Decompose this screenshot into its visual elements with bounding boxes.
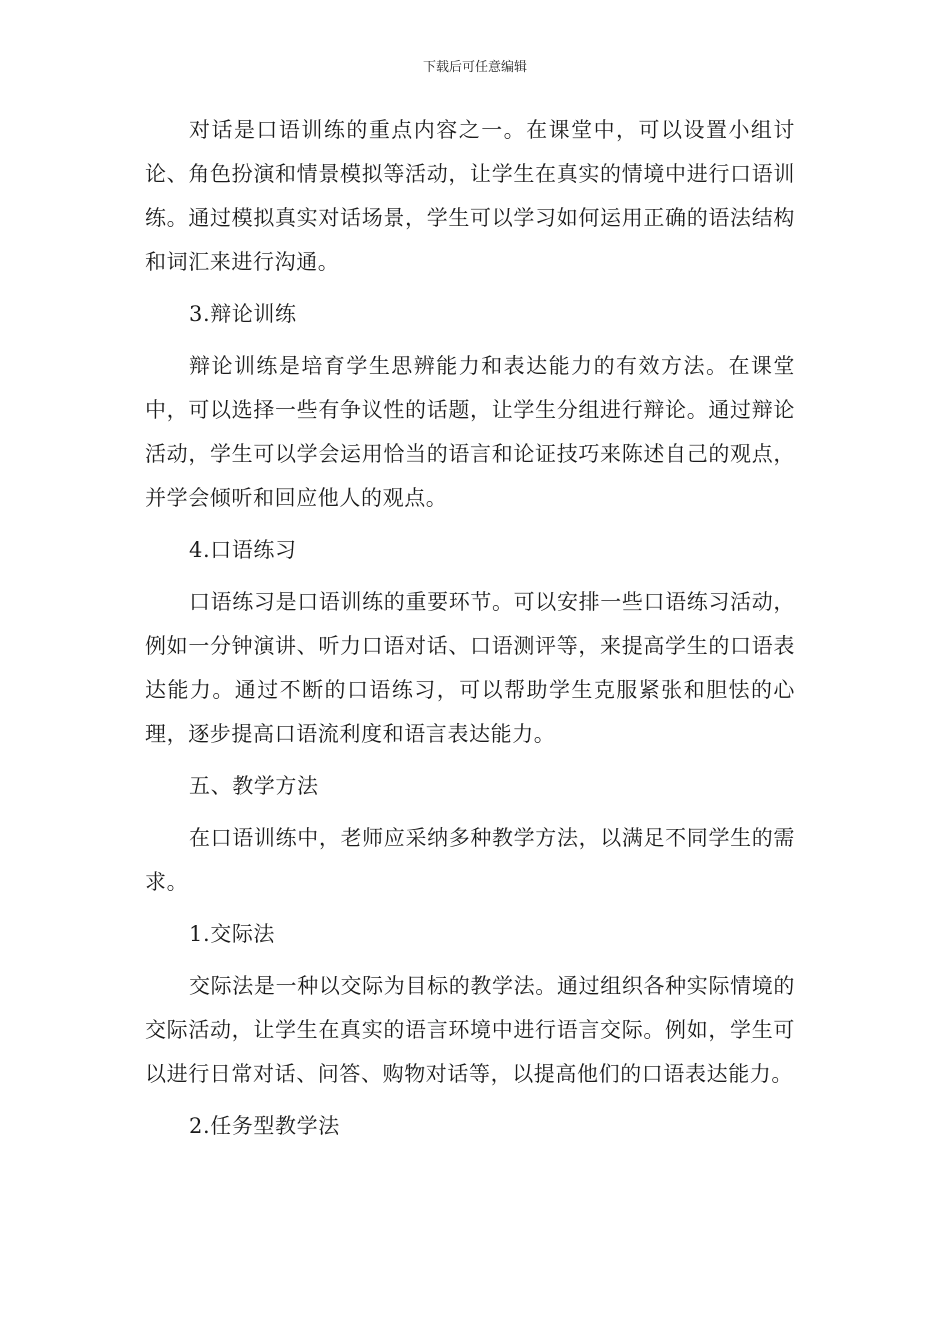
paragraph-oral-practice: 口语练习是口语训练的重要环节。可以安排一些口语练习活动，例如一分钟演讲、听力口语对话、口语测评等，来提高学生的口语表达能力。通过不断的口语练习，可以帮助学生克服紧张和胆怯的心理，逐步提高口语流利度和语言表达能力。 xyxy=(145,590,795,746)
page-header: 下载后可任意编辑 xyxy=(422,60,527,75)
heading-oral-practice: 4.口语练习 xyxy=(189,538,297,562)
paragraph-communicative-method: 交际法是一种以交际为目标的教学法。通过组织各种实际情境的交际活动，让学生在真实的语言环境中进行语言交际。例如，学生可以进行日常对话、问答、购物对话等，以提高他们的口语表达能力。 xyxy=(145,974,795,1086)
heading-task-based-method: 2.任务型教学法 xyxy=(189,1114,340,1138)
paragraph-dialogue: 对话是口语训练的重点内容之一。在课堂中，可以设置小组讨论、角色扮演和情景模拟等活动，让学生在真实的情境中进行口语训练。通过模拟真实对话场景，学生可以学习如何运用正确的语法结构和词汇来进行沟通。 xyxy=(145,118,795,274)
paragraph-debate: 辩论训练是培育学生思辨能力和表达能力的有效方法。在课堂中，可以选择一些有争议性的话题，让学生分组进行辩论。通过辩论活动，学生可以学会运用恰当的语言和论证技巧来陈述自己的观点，并学会倾听和回应他人的观点。 xyxy=(145,354,795,510)
document-body xyxy=(145,108,795,1156)
heading-teaching-methods: 五、教学方法 xyxy=(189,774,319,798)
paragraph-teaching-methods: 在口语训练中，老师应采纳多种教学方法，以满足不同学生的需求。 xyxy=(145,826,795,894)
heading-communicative-method: 1.交际法 xyxy=(189,922,276,946)
heading-debate-training: 3.辩论训练 xyxy=(189,302,297,326)
